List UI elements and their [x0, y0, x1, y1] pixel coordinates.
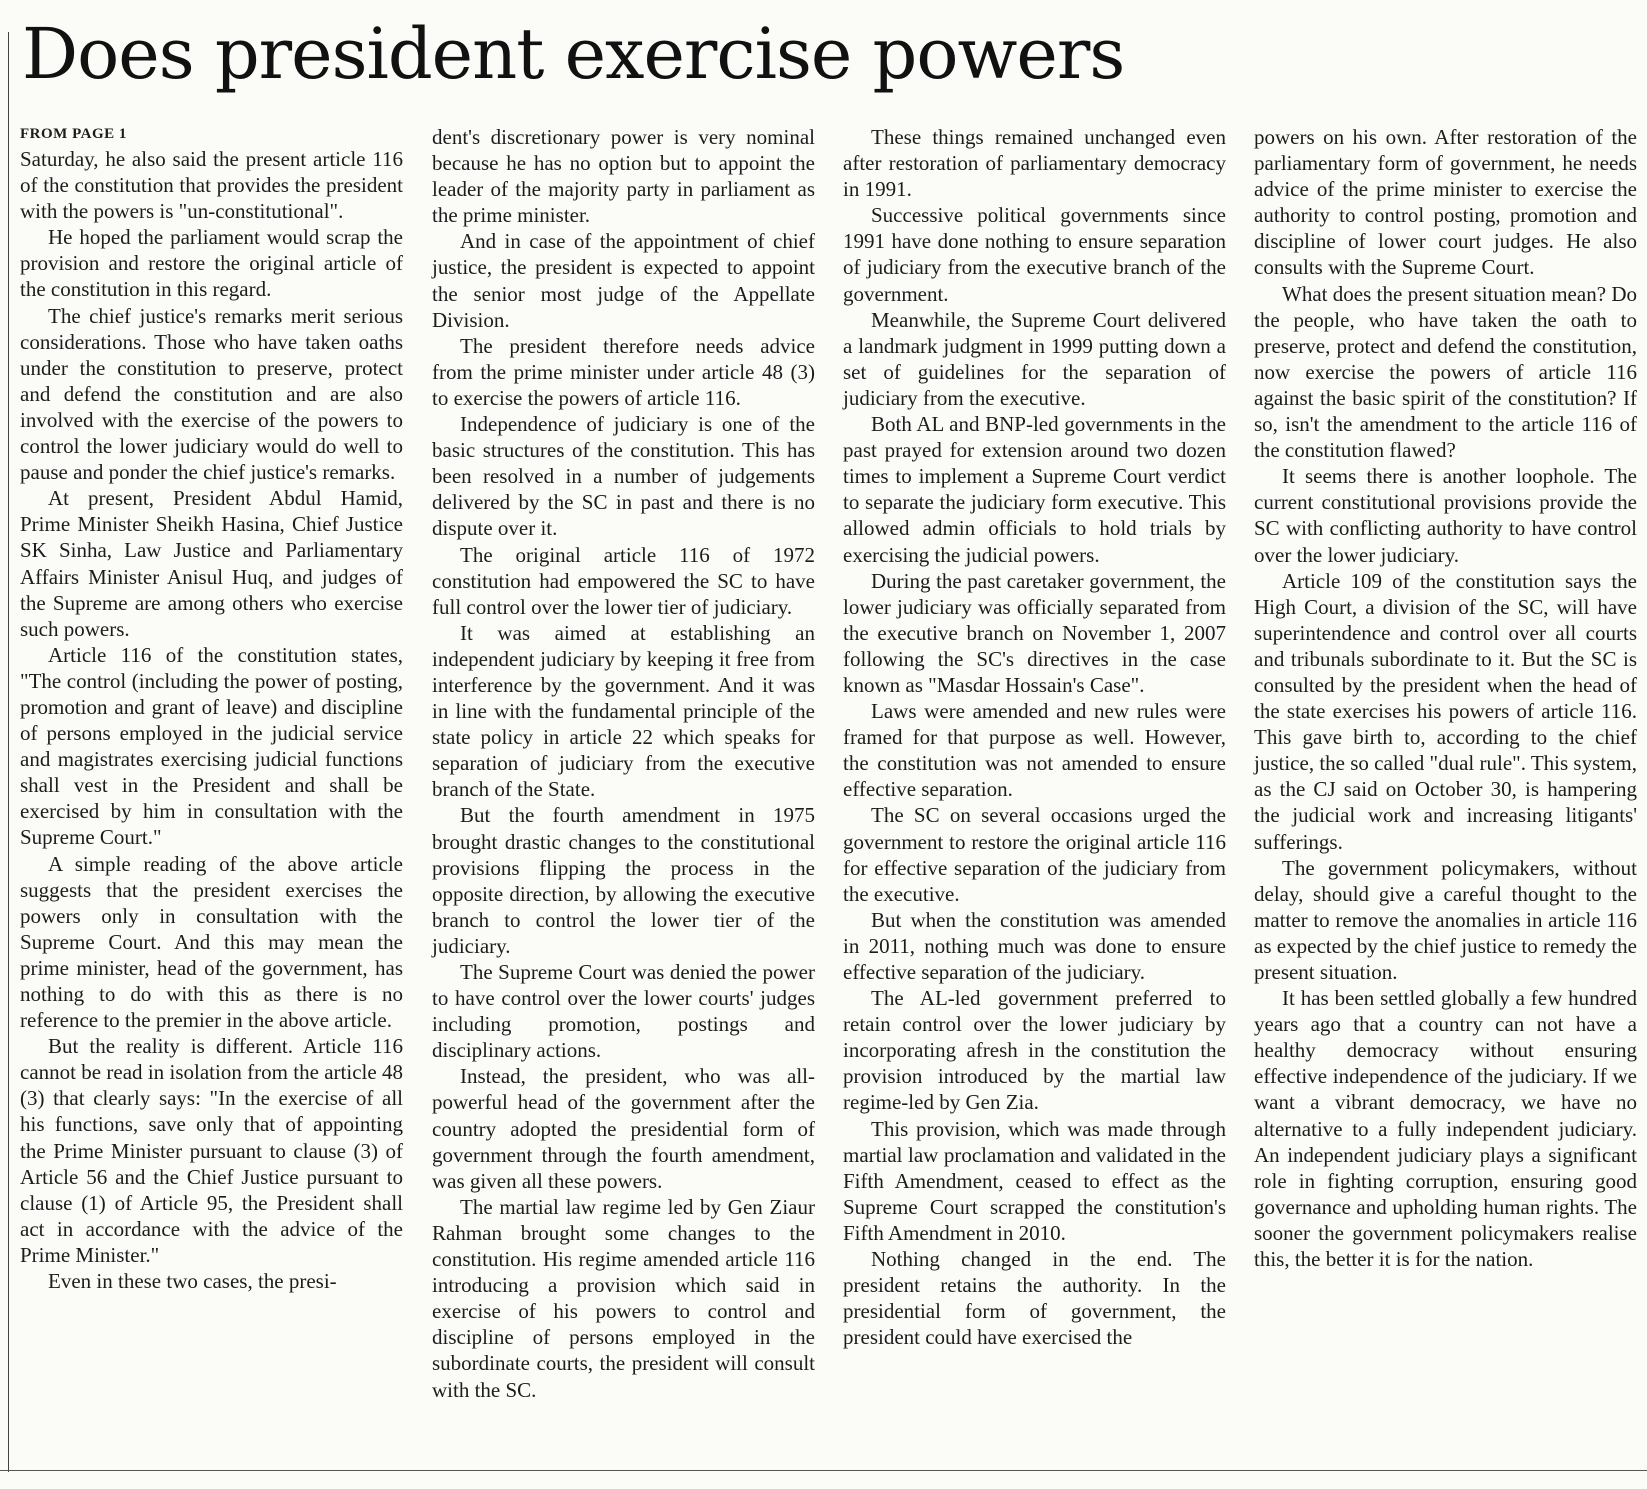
paragraph: The Supreme Court was denied the power to have control over the lower courts' judges including promotion, postings and disciplinary actions.	[432, 960, 815, 1063]
paragraph: It seems there is another loophole. The current constitutional provisions provide the SC with conflicting authority to have control over the lower judiciary.	[1254, 464, 1637, 567]
paragraph: It has been settled globally a few hundred years ago that a country can not have a healthy democracy without ensuring effective independence of the judiciary. If we want a vibrant democracy, we have no alternative to a fully independent judiciary. An independent judiciary plays a significant role in fighting corruption, ensuring good governance and upholding human rights. The sooner the government policymakers realise this, the better it is for the nation.	[1254, 986, 1637, 1272]
paragraph: The martial law regime led by Gen Ziaur Rahman brought some changes to the constitution. His regime amended article 116 introducing a provision which said in exercise of his powers to control and discipline of persons employed in the subordinate courts, the president will consult with the SC.	[432, 1194, 815, 1402]
paragraph: The SC on several occasions urged the government to restore the original article 116 for effective separation of the judiciary from the executive.	[843, 803, 1226, 906]
paragraph: A simple reading of the above article suggests that the president exercises the powers only in consultation with the Supreme Court. And this may mean the prime minister, head of the government, has nothing to do with this as there is no reference to the premier in the above article.	[20, 851, 403, 1033]
paragraph: He hoped the parliament would scrap the provision and restore the original article of the constitution in this regard.	[20, 225, 403, 302]
paragraph: But the fourth amendment in 1975 brought drastic changes to the constitutional provisions flipping the process in the opposite direction, by allowing the executive branch to control the lower tier of the judiciary.	[432, 803, 815, 958]
bottom-rule	[0, 1470, 1647, 1471]
paragraph: dent's discretionary power is very nominal because he has no option but to appoint the leader of the majority party in parliament as the prime minister.	[432, 125, 815, 228]
paragraph: Both AL and BNP-led governments in the past prayed for extension around two dozen times to implement a Supreme Court verdict to separate the judiciary form executive. This allowed admin officials to hold trials by exercising the judicial powers.	[843, 412, 1226, 567]
paragraph: During the past caretaker government, the lower judiciary was officially separated from the executive branch on November 1, 2007 following the SC's directives in the case known as "Masdar Hossain's Case".	[843, 568, 1226, 697]
article-column-4	[1254, 124, 1637, 1272]
paragraph: But when the constitution was amended in 2011, nothing much was done to ensure effective separation of the judiciary.	[843, 907, 1226, 984]
paragraph: The chief justice's remarks merit serious considerations. Those who have taken oaths under the constitution to preserve, protect and defend the constitution and are also involved with the exercise of the powers to control the lower judiciary would do well to pause and ponder the chief justice's remarks.	[20, 303, 403, 485]
headline: Does president exercise powers	[22, 13, 1125, 95]
jump-kicker: FROM PAGE 1	[20, 126, 127, 142]
paragraph: Instead, the president, who was all-powerful head of the government after the country adopted the presidential form of government through the fourth amendment, was given all these powers.	[432, 1064, 815, 1193]
article-column-3	[843, 124, 1226, 1350]
article-column-1	[20, 124, 403, 1294]
paragraph: But the reality is different. Article 116 cannot be read in isolation from the article 48 (3) that clearly says: "In the exercise of all his functions, save only that of appointing the Prime Minister pursuant to clause (3) of Article 56 and the Chief Justice pursuant to clause (1) of Article 95, the President shall act in accordance with the advice of the Prime Minister."	[20, 1034, 403, 1267]
paragraph: This provision, which was made through martial law proclamation and validated in the Fifth Amendment, ceased to effect as the Supreme Court scrapped the constitution's Fifth Amendment in 2010.	[843, 1116, 1226, 1245]
paragraph: What does the present situation mean? Do the people, who have taken the oath to preserve, protect and defend the constitution, now exercise the powers of article 116 against the basic spirit of the constitution? If so, isn't the amendment to the article 116 of the constitution flawed?	[1254, 281, 1637, 463]
paragraph: Nothing changed in the end. The president retains the authority. In the presidential form of government, the president could have exercised the	[843, 1247, 1226, 1350]
paragraph: The AL-led government preferred to retain control over the lower judiciary by incorporating afresh in the constitution the provision introduced by the martial law regime-led by Gen Zia.	[843, 986, 1226, 1115]
paragraph: powers on his own. After restoration of the parliamentary form of government, he needs advice of the prime minister to exercise the authority to control posting, promotion and discipline of lower court judges. He also consults with the Supreme Court.	[1254, 125, 1637, 280]
paragraph: Laws were amended and new rules were framed for that purpose as well. However, the constitution was not amended to ensure effective separation.	[843, 699, 1226, 802]
paragraph: The original article 116 of 1972 constitution had empowered the SC to have full control over the lower tier of judiciary.	[432, 542, 815, 619]
paragraph: These things remained unchanged even after restoration of parliamentary democracy in 1991.	[843, 125, 1226, 202]
article-column-2	[432, 124, 815, 1403]
paragraph: And in case of the appointment of chief justice, the president is expected to appoint the senior most judge of the Appellate Division.	[432, 229, 815, 332]
paragraph: Article 109 of the constitution says the High Court, a division of the SC, will have superintendence and control over all courts and tribunals subordinate to it. But the SC is consulted by the president when the head of the state exercises his powers of article 116. This gave birth to, according to the chief justice, the so called "dual rule". This system, as the CJ said on October 30, is hampering the judicial work and increasing litigants' sufferings.	[1254, 568, 1638, 854]
paragraph: Saturday, he also said the present article 116 of the constitution that provides the president with the powers is "un-constitutional".	[20, 147, 403, 224]
paragraph: Even in these two cases, the presi-	[48, 1269, 337, 1294]
paragraph: Independence of judiciary is one of the basic structures of the constitution. This has been resolved in a number of judgements delivered by the SC in past and there is no dispute over it.	[432, 412, 815, 541]
paragraph: The president therefore needs advice from the prime minister under article 48 (3) to exercise the powers of article 116.	[432, 333, 815, 410]
left-column-rule	[8, 32, 9, 1472]
paragraph: Meanwhile, the Supreme Court delivered a landmark judgment in 1999 putting down a set of guidelines for the separation of judiciary from the executive.	[843, 307, 1226, 410]
paragraph: Article 116 of the constitution states, "The control (including the power of posting, promotion and grant of leave) and discipline of persons employed in the judicial service and magistrates exercising judicial functions shall vest in the President and shall be exercised by him in consultation with the Supreme Court."	[20, 642, 403, 850]
paragraph: Successive political governments since 1991 have done nothing to ensure separation of judiciary from the executive branch of the government.	[843, 203, 1226, 306]
paragraph: The government policymakers, without delay, should give a careful thought to the matter to remove the anomalies in article 116 as expected by the chief justice to remedy the present situation.	[1254, 855, 1637, 984]
paragraph: At present, President Abdul Hamid, Prime Minister Sheikh Hasina, Chief Justice SK Sinha, Law Justice and Parliamentary Affairs Minister Anisul Huq, and judges of the Supreme are among others who exercise such powers.	[20, 486, 403, 641]
paragraph: It was aimed at establishing an independent judiciary by keeping it free from interference by the government. And it was in line with the fundamental principle of the state policy in article 22 which speaks for separation of judiciary from the executive branch of the State.	[432, 620, 815, 802]
